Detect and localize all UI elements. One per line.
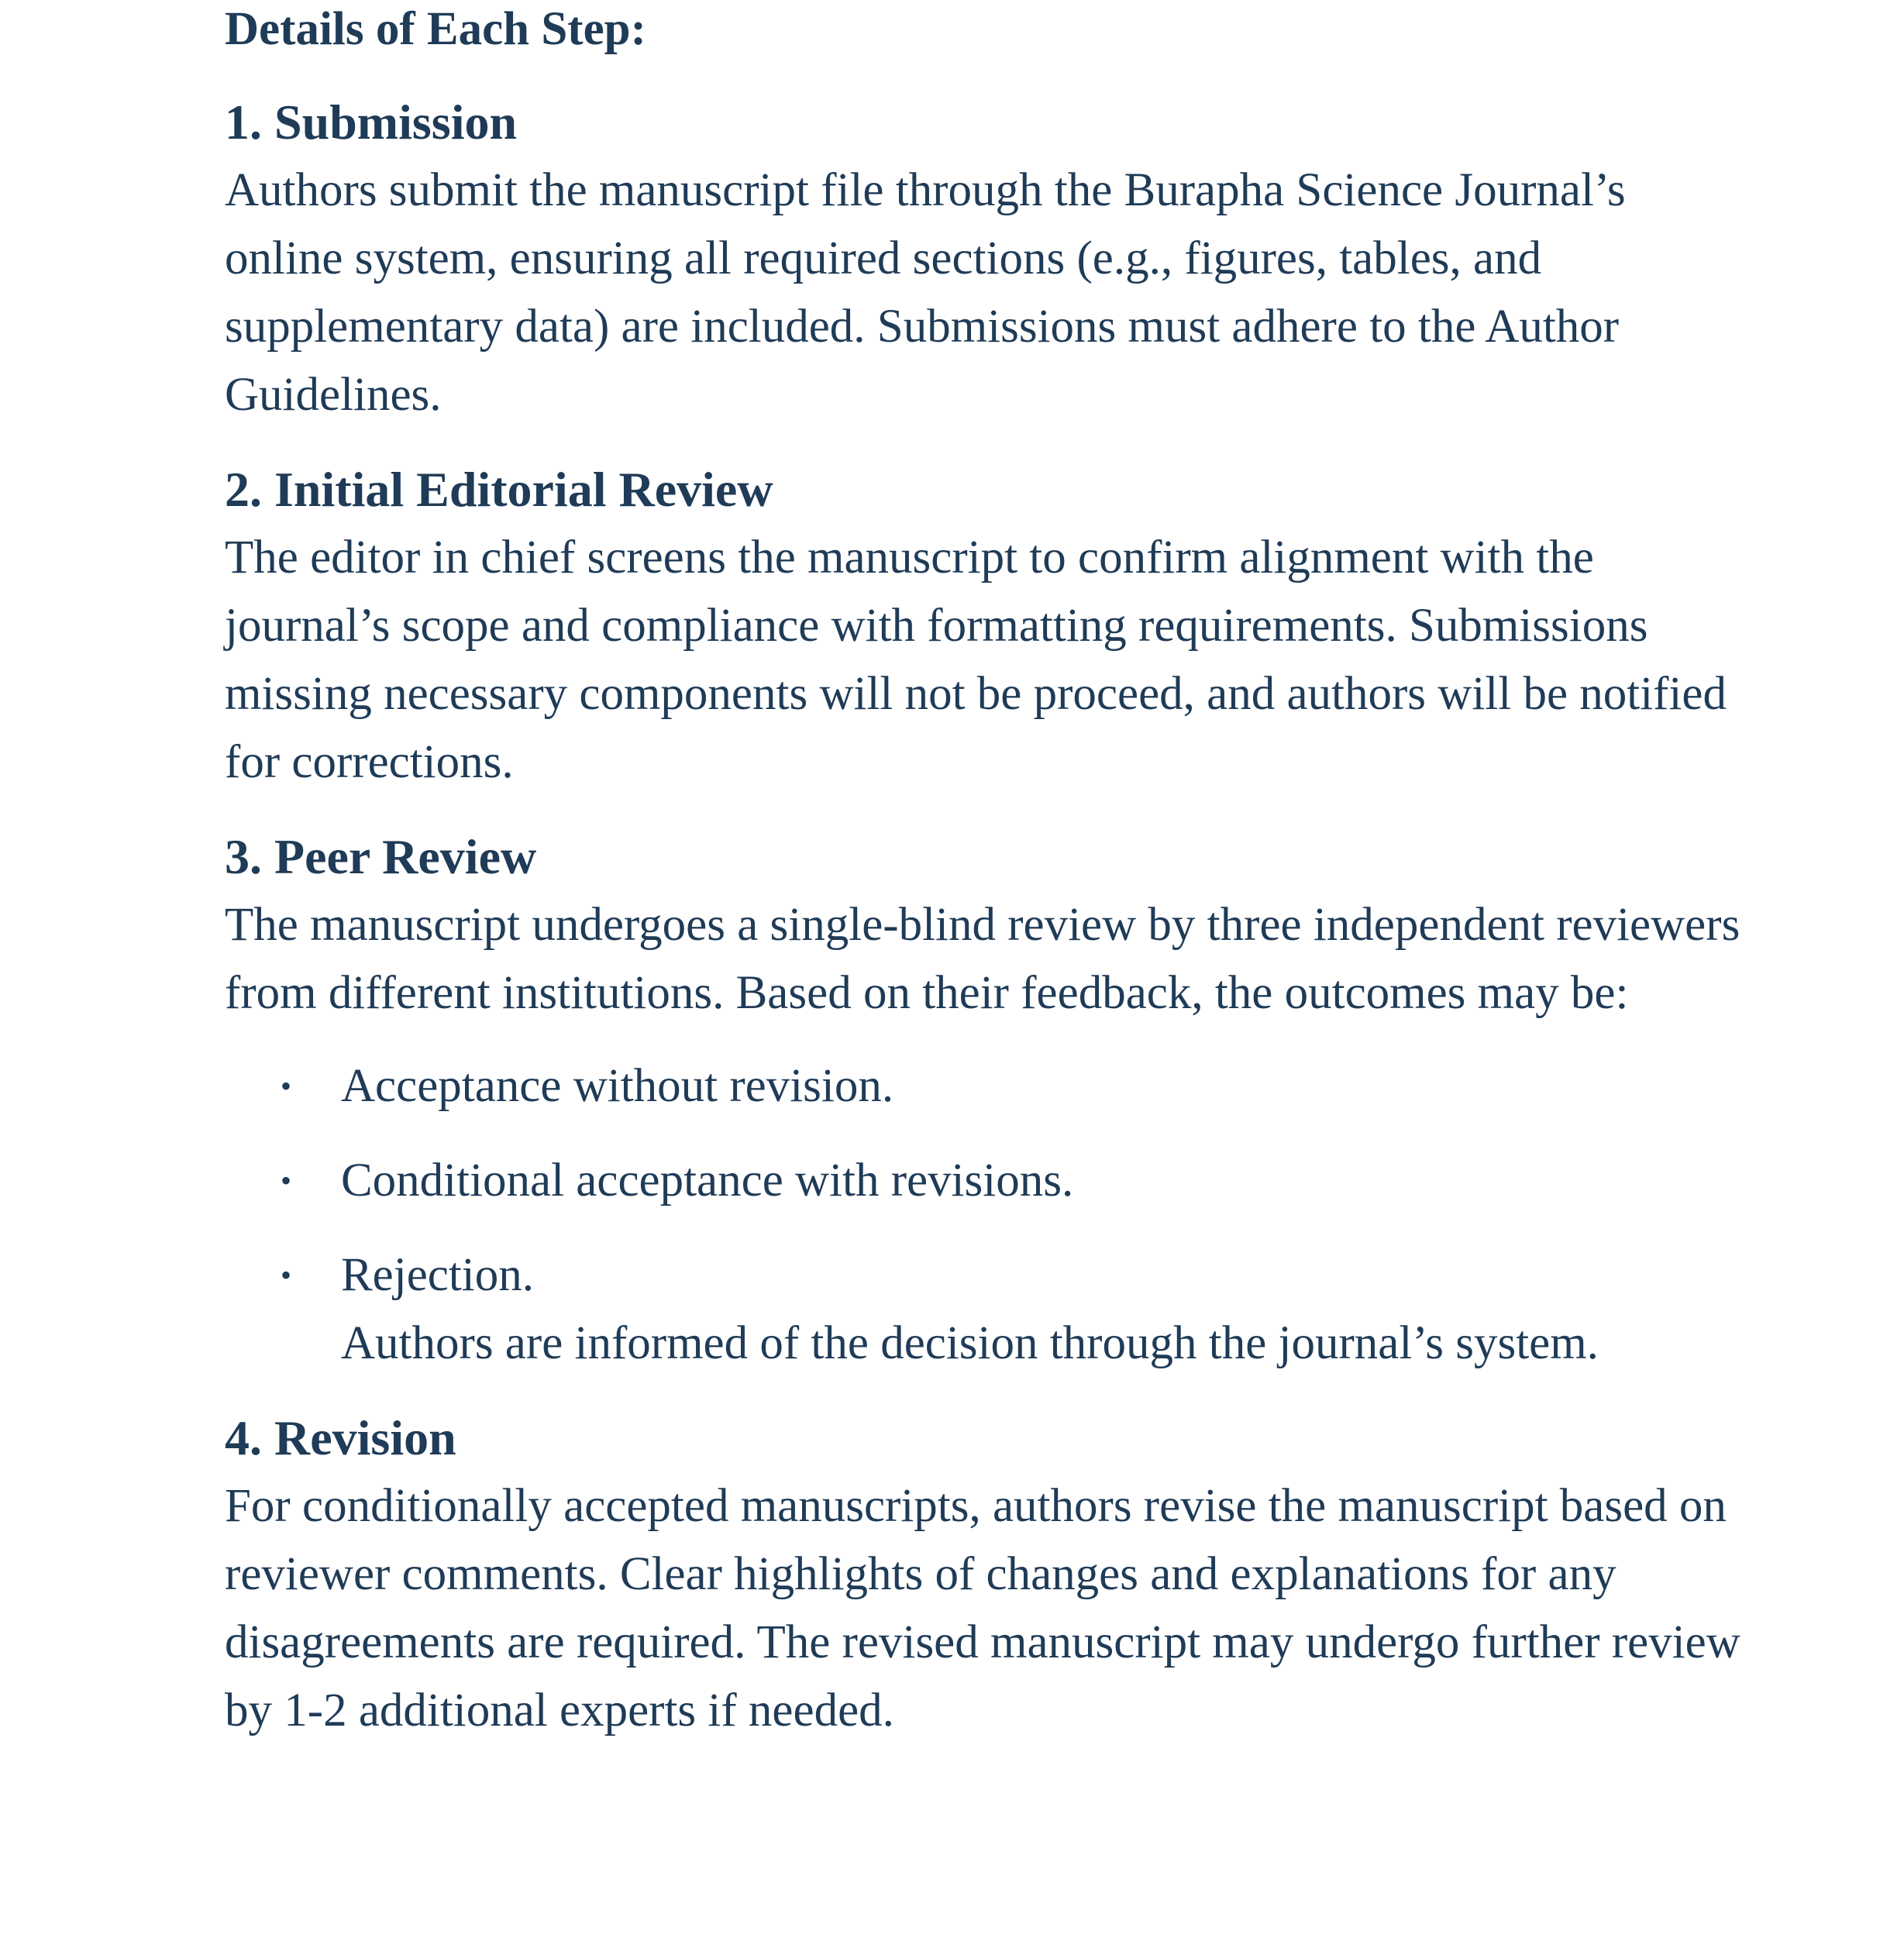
step-revision bbox=[225, 1404, 1744, 1745]
bullet-icon: • bbox=[281, 1258, 292, 1292]
step-title: 3. Peer Review bbox=[225, 829, 537, 884]
bullet-icon: • bbox=[281, 1163, 292, 1198]
list-item bbox=[281, 1241, 1744, 1378]
outcome-note: Authors are informed of the decision through the journal’s system. bbox=[341, 1317, 1599, 1369]
step-initial-editorial-review bbox=[225, 456, 1744, 797]
outcomes-list bbox=[225, 1052, 1744, 1378]
step-title: 1. Submission bbox=[225, 95, 518, 150]
outcome-label: Rejection. bbox=[341, 1249, 535, 1301]
step-description: Authors submit the manuscript file through the Burapha Science Journal’s online system, ensuring all required sections (e.g., figures, tables, and supplementary data) are included. Submissions must adhere to the Author Guidelines. bbox=[225, 164, 1626, 421]
step-peer-review bbox=[225, 823, 1744, 1378]
step-submission bbox=[225, 88, 1744, 429]
list-item bbox=[281, 1147, 1744, 1215]
step-title: 2. Initial Editorial Review bbox=[225, 462, 773, 517]
step-title: 4. Revision bbox=[225, 1410, 456, 1465]
step-description: The manuscript undergoes a single-blind review by three independent reviewers from different institutions. Based on their feedback, the outcomes may be: bbox=[225, 899, 1740, 1019]
bullet-icon: • bbox=[281, 1069, 292, 1103]
outcome-label: Acceptance without revision. bbox=[341, 1060, 894, 1112]
step-description: The editor in chief screens the manuscript to confirm alignment with the journal’s scope and compliance with formatting requirements. Submissions missing necessary components will not be proceed, and authors will be notified for corrections. bbox=[225, 532, 1727, 788]
step-description: For conditionally accepted manuscripts, authors revise the manuscript based on reviewer comments. Clear highlights of changes and explanations for any disagreements are required. The revised manuscript may undergo further review by 1-2 additional experts if needed. bbox=[225, 1480, 1740, 1736]
list-item bbox=[281, 1052, 1744, 1120]
document-body bbox=[225, 0, 1744, 1745]
outcome-label: Conditional acceptance with revisions. bbox=[341, 1155, 1074, 1206]
page-title: Details of Each Step: bbox=[225, 3, 646, 55]
